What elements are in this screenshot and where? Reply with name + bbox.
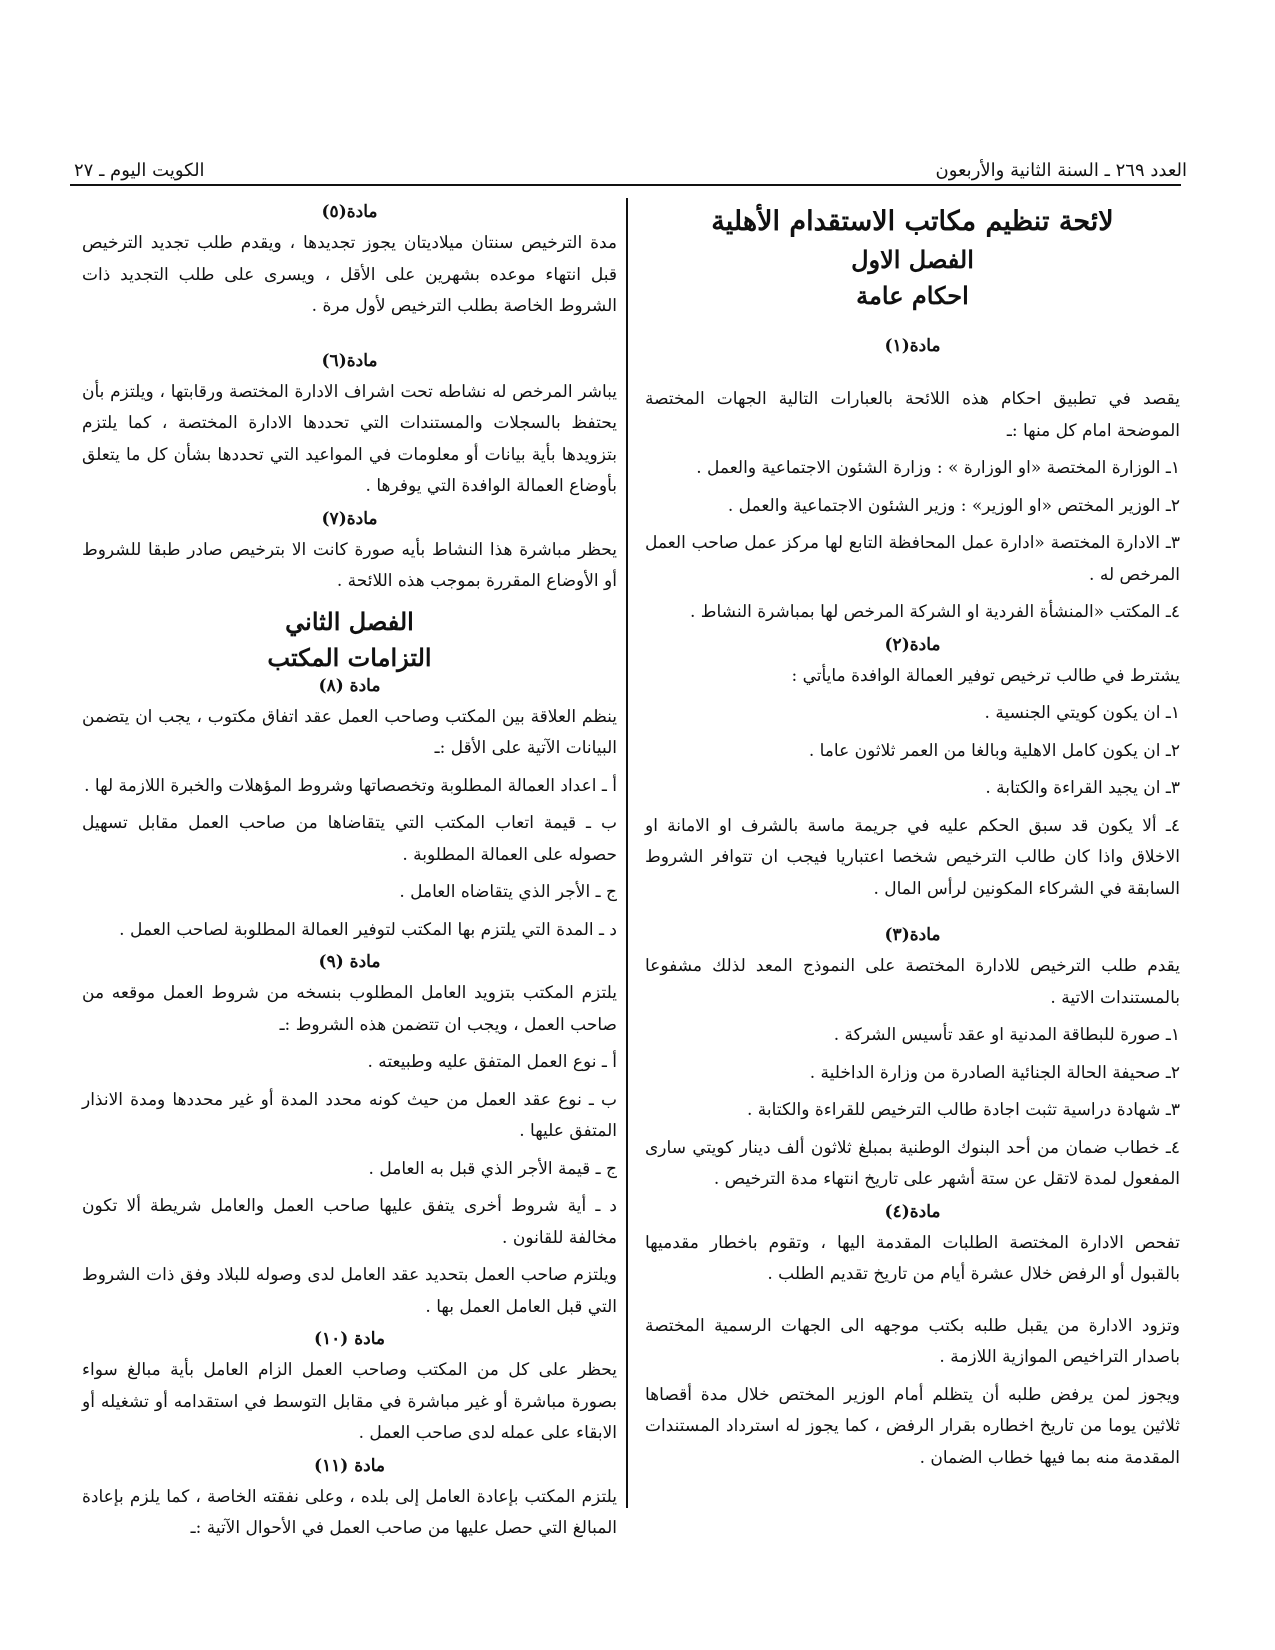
article-10-text: يحظر على كل من المكتب وصاحب العمل الزام العامل بأية مبالغ سواء بصورة مباشرة أو غير مباشرة في مقابل التوسط في استقدامه أو تشغيله أو الابقاء على عمله لدى صاحب العمل . (82, 1360, 617, 1443)
left-column (82, 202, 617, 1551)
article-7-heading: مادة(٧) (321, 508, 378, 529)
article-4-heading: مادة(٤) (884, 1201, 941, 1222)
article-3-heading: مادة(٣) (884, 925, 941, 945)
list-item: ٢ـ صحيفة الحالة الجنائية الصادرة من وزارة الداخلية . (809, 1062, 1180, 1083)
list-item: أ ـ نوع العمل المتفق عليه وطبيعته . (367, 1052, 617, 1072)
list-item: ب ـ نوع عقد العمل من حيث كونه محدد المدة أو غير محددها ومدة الانذار المتفق عليها . (82, 1089, 617, 1141)
list-item: أ ـ اعداد العمالة المطلوبة وتخصصاتها وشروط المؤهلات والخبرة اللازمة لها . (84, 775, 617, 796)
article-8-intro: ينظم العلاقة بين المكتب وصاحب العمل عقد اتفاق مكتوب ، يجب ان يتضمن البيانات الآتية على الأقل :ـ (82, 706, 617, 758)
article-2-heading: مادة(٢) (884, 634, 941, 655)
list-item: ٣ـ الادارة المختصة «ادارة عمل المحافظة التابع لها مركز عمل صاحب العمل المرخص له . (645, 533, 1180, 585)
journal-name: الكويت اليوم ـ ٢٧ (74, 160, 205, 181)
list-item: ٣ـ شهادة دراسية تثبت اجادة طالب الترخيص للقراءة والكتابة . (747, 1100, 1180, 1120)
article-11-text: يلتزم المكتب بإعادة العامل إلى بلده ، وعلى نفقته الخاصة ، كما يلزم بإعادة المبالغ التي حصل عليها من صاحب العمل في الأحوال الآتية :ـ (82, 1486, 617, 1538)
article-5-text: مدة الترخيص سنتان ميلاديتان يجوز تجديدها ، ويقدم طلب تجديد الترخيص قبل انتهاء موعده بشهرين على الأقل ، ويسرى على طلب التجديد ذات الشروط الخاصة بطلب الترخيص لأول مرة . (82, 233, 617, 316)
header-divider (70, 184, 1181, 186)
list-item: ٤ـ ألا يكون قد سبق الحكم عليه في جريمة ماسة بالشرف او الامانة او الاخلاق واذا كان طالب الترخيص شخصا اعتباريا فيجب ان تتوافر الشروط السابقة في الشركاء المكونين لرأس المال . (645, 815, 1180, 899)
article-7-text: يحظر مباشرة هذا النشاط بأيه صورة كانت الا بترخيص صادر طبقا للشروط أو الأوضاع المقررة بموجب هذه اللائحة . (82, 539, 617, 591)
article-9-intro: يلتزم المكتب بتزويد العامل المطلوب بنسخه من شروط العمل موقعه من صاحب العمل ، ويجب ان تتضمن هذه الشروط :ـ (82, 983, 617, 1035)
list-item: د ـ أية شروط أخرى يتفق عليها صاحب العمل والعامل شريطة ألا تكون مخالفة للقانون . (82, 1196, 617, 1248)
chapter-1-heading: الفصل الاول (851, 245, 974, 274)
right-column (645, 202, 1180, 1480)
article-2-intro: يشترط في طالب ترخيص توفير العمالة الوافدة مايأتي : (791, 665, 1180, 686)
regulation-title: لائحة تنظيم مكاتب الاستقدام الأهلية (711, 206, 1114, 237)
list-item: ب ـ قيمة اتعاب المكتب التي يتقاضاها من صاحب العمل مقابل تسهيل حصوله على العمالة المطلوبة . (82, 813, 617, 865)
chapter-1-subheading: احكام عامة (856, 281, 969, 310)
list-item: ١ـ صورة للبطاقة المدنية او عقد تأسيس الشركة . (833, 1025, 1180, 1045)
list-item: ١ـ الوزارة المختصة «او الوزارة » : وزارة الشئون الاجتماعية والعمل . (696, 458, 1180, 478)
list-item: ج ـ الأجر الذي يتقاضاه العامل . (399, 882, 617, 902)
article-9-closing: ويلتزم صاحب العمل بتحديد عقد العامل لدى وصوله للبلاد وفق ذات الشروط التي قبل العامل العمل بها . (82, 1265, 617, 1317)
issue-number: العدد ٢٦٩ ـ السنة الثانية والأربعون (935, 160, 1187, 181)
list-item: ج ـ قيمة الأجر الذي قبل به العامل . (368, 1158, 617, 1179)
list-item: ١ـ ان يكون كويتي الجنسية . (984, 703, 1180, 723)
article-5-heading: مادة(٥) (321, 202, 378, 222)
chapter-2-heading: الفصل الثاني (285, 606, 414, 636)
article-9-heading: مادة (٩) (318, 952, 381, 972)
chapter-2-subheading: التزامات المكتب (267, 642, 432, 672)
article-3-intro: يقدم طلب الترخيص للادارة المختصة على النموذج المعد لذلك مشفوعا بالمستندات الاتية . (645, 956, 1180, 1008)
article-4-paragraph: ويجوز لمن يرفض طلبه أن يتظلم أمام الوزير المختص خلال مدة أقصاها ثلاثين يوما من تاريخ اخطاره بقرار الرفض ، كما يجوز له استرداد المستندات المقدمة منه بما فيها خطاب الضمان . (645, 1384, 1180, 1468)
list-item: ٤ـ المكتب «المنشأة الفردية او الشركة المرخص لها بمباشرة النشاط . (689, 602, 1180, 622)
article-6-text: يباشر المرخص له نشاطه تحت اشراف الادارة المختصة ورقابتها ، ويلتزم بأن يحتفظ بالسجلات والمستندات التي تحددها الادارة المختصة ، كما يلتزم بتزويدها بأية بيانات أو معلومات في المواعيد التي تحددها بشأن كل ما يتعلق بأوضاع العمالة الوافدة التي يوفرها . (82, 381, 617, 496)
article-4-paragraph: وتزود الادارة من يقبل طلبه بكتب موجهه الى الجهات الرسمية المختصة باصدار التراخيص الموازية اللازمة . (645, 1315, 1180, 1367)
list-item: ٢ـ الوزير المختص «او الوزير» : وزير الشئون الاجتماعية والعمل . (727, 495, 1180, 516)
list-item: ٢ـ ان يكون كامل الاهلية وبالغا من العمر ثلاثون عاما . (808, 740, 1180, 761)
article-1-intro: يقصد في تطبيق احكام هذه اللائحة بالعبارات التالية الجهات المختصة الموضحة امام كل منها :ـ (645, 389, 1180, 441)
article-1-heading: مادة(١) (884, 336, 941, 356)
column-divider (626, 198, 628, 1508)
article-10-heading: مادة (١٠) (313, 1329, 386, 1349)
list-item: د ـ المدة التي يلتزم بها المكتب لتوفير العمالة المطلوبة لصاحب العمل . (119, 919, 617, 940)
list-item: ٣ـ ان يجيد القراءة والكتابة . (985, 778, 1180, 798)
list-item: ٤ـ خطاب ضمان من أحد البنوك الوطنية بمبلغ ثلاثون ألف دينار كويتي سارى المفعول لمدة لاتقل عن ستة أشهر على تاريخ انتهاء مدة الترخيص . (645, 1137, 1180, 1189)
article-4-paragraph: تفحص الادارة المختصة الطلبات المقدمة اليها ، وتقوم باخطار مقدميها بالقبول أو الرفض خلال عشرة أيام من تاريخ تقديم الطلب . (645, 1232, 1180, 1284)
article-11-heading: مادة (١١) (313, 1455, 386, 1476)
article-6-heading: مادة(٦) (321, 350, 378, 371)
article-8-heading: مادة (٨) (318, 675, 381, 696)
